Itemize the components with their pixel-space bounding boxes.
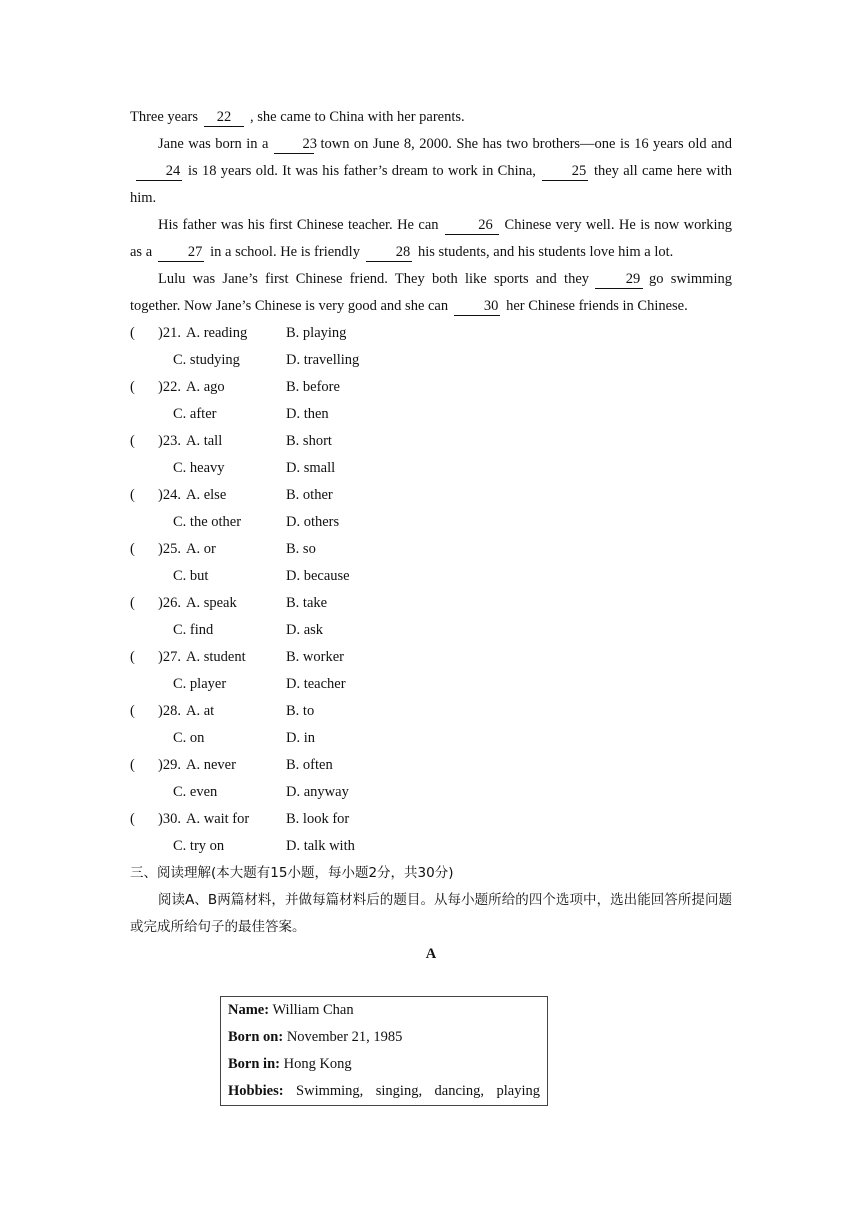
question-number: )29. [158,757,181,773]
question-22 [130,374,732,428]
profile-name-row [221,997,547,1024]
option-b: B. before [286,379,340,395]
text: , she came to China with her parents. [250,109,465,125]
option-b: B. short [286,433,332,449]
option-b: B. so [286,541,316,557]
blank-25: 25 [542,162,588,181]
option-c: C. after [173,406,217,422]
question-27 [130,644,732,698]
option-a: A. speak [186,595,237,611]
blank-27: 27 [158,243,204,262]
option-b: B. take [286,595,328,611]
question-number: )25. [158,541,181,557]
option-b: B. to [286,703,315,719]
born-in-value: Hong Kong [279,1056,352,1072]
blank-22: 22 [204,108,244,127]
answer-paren[interactable]: ( [130,649,135,665]
hobby-item: singing, [375,1083,423,1099]
option-c: C. studying [173,352,240,368]
answer-paren[interactable]: ( [130,703,135,719]
question-number: )23. [158,433,181,449]
answer-paren[interactable]: ( [130,487,135,503]
blank-24: 24 [136,162,182,181]
option-c: C. heavy [173,460,225,476]
option-c: C. the other [173,514,242,530]
question-number: )26. [158,595,181,611]
text: go swimming together. Now Jane’s Chinese is very good and she can [130,271,732,314]
answer-paren[interactable]: ( [130,433,135,449]
option-a: A. ago [186,379,225,395]
text: Jane was born in a [158,136,269,152]
option-d: D. then [286,406,329,422]
blank-26: 26 [445,216,499,235]
option-c: C. on [173,730,205,746]
option-d: D. talk with [286,838,355,854]
question-25 [130,536,732,590]
text: her Chinese friends in Chinese. [506,298,688,314]
answer-paren[interactable]: ( [130,325,135,341]
option-d: D. teacher [286,676,346,692]
paragraph-2 [130,131,732,212]
paragraph-4 [130,266,732,320]
text: Three years [130,109,199,125]
question-28 [130,698,732,752]
profile-born-on-row [221,1024,547,1051]
name-value: William Chan [269,1002,354,1018]
option-a: A. else [186,487,227,503]
option-c: C. try on [173,838,225,854]
text: Lulu was Jane’s first Chinese friend. They both like sports and they [158,271,590,287]
option-a: A. tall [186,433,223,449]
hobbies-label: Hobbies: [228,1083,284,1099]
option-a: A. at [186,703,215,719]
option-c: C. but [173,568,209,584]
option-c: C. find [173,622,214,638]
option-a: A. never [186,757,236,773]
option-d: D. because [286,568,350,584]
born-on-label: Born on: [228,1029,284,1045]
text: his students, and his students love him a lot. [417,244,674,260]
passage-line-1 [130,104,732,131]
born-on-value: November 21, 1985 [283,1029,403,1045]
answer-paren[interactable]: ( [130,595,135,611]
born-in-label: Born in: [228,1056,280,1072]
option-d: D. ask [286,622,324,638]
hobby-item: playing [496,1083,540,1099]
option-b: B. look for [286,811,350,827]
profile-hobbies-row [221,1078,547,1105]
exam-page [130,104,732,968]
question-number: )27. [158,649,181,665]
section-3-instructions: 阅读A、B两篇材料，并做每篇材料后的题目。从每小题所给的四个选项中，选出能回答所提问题或完成所给句子的最佳答案。 [130,892,732,935]
profile-card [220,996,548,1106]
question-23 [130,428,732,482]
text: Chinese very well. He is now working as a [130,217,732,260]
paragraph-3 [130,212,732,266]
option-b: B. playing [286,325,347,341]
question-30 [130,806,732,860]
question-number: )24. [158,487,181,503]
option-d: D. others [286,514,340,530]
text: they all came here with him. [130,163,732,206]
question-26 [130,590,732,644]
blank-23: 23 [274,135,314,154]
question-number: )28. [158,703,181,719]
option-c: C. even [173,784,218,800]
text: town on June 8, 2000. She has two brothers—one is 16 years old and [320,136,733,152]
option-d: D. in [286,730,315,746]
option-a: A. reading [186,325,248,341]
option-d: D. small [286,460,336,476]
question-number: )30. [158,811,181,827]
answer-paren[interactable]: ( [130,757,135,773]
hobby-item: Swimming, [296,1083,364,1099]
text: His father was his first Chinese teacher. He can [158,217,439,233]
blank-28: 28 [366,243,412,262]
option-b: B. often [286,757,333,773]
answer-paren[interactable]: ( [130,811,135,827]
question-29 [130,752,732,806]
answer-paren[interactable]: ( [130,541,135,557]
name-label: Name: [228,1002,270,1018]
option-a: A. student [186,649,246,665]
blank-30: 30 [454,297,500,316]
hobby-item: dancing, [434,1083,485,1099]
question-number: )21. [158,325,181,341]
option-d: D. anyway [286,784,349,800]
option-b: B. other [286,487,333,503]
question-21 [130,320,732,374]
option-a: A. or [186,541,216,557]
blank-29: 29 [595,270,643,289]
text: in a school. He is friendly [210,244,360,260]
text: is 18 years old. It was his father’s dream to work in China, [188,163,536,179]
option-d: D. travelling [286,352,360,368]
option-c: C. player [173,676,227,692]
section-3-title: 三、阅读理解(本大题有15小题，每小题2分，共30分) [130,865,454,881]
option-a: A. wait for [186,811,250,827]
option-b: B. worker [286,649,344,665]
profile-born-in-row [221,1051,547,1078]
question-number: )22. [158,379,181,395]
answer-paren[interactable]: ( [130,379,135,395]
question-list [130,320,732,860]
question-24 [130,482,732,536]
passage-a-label: A [425,946,437,962]
